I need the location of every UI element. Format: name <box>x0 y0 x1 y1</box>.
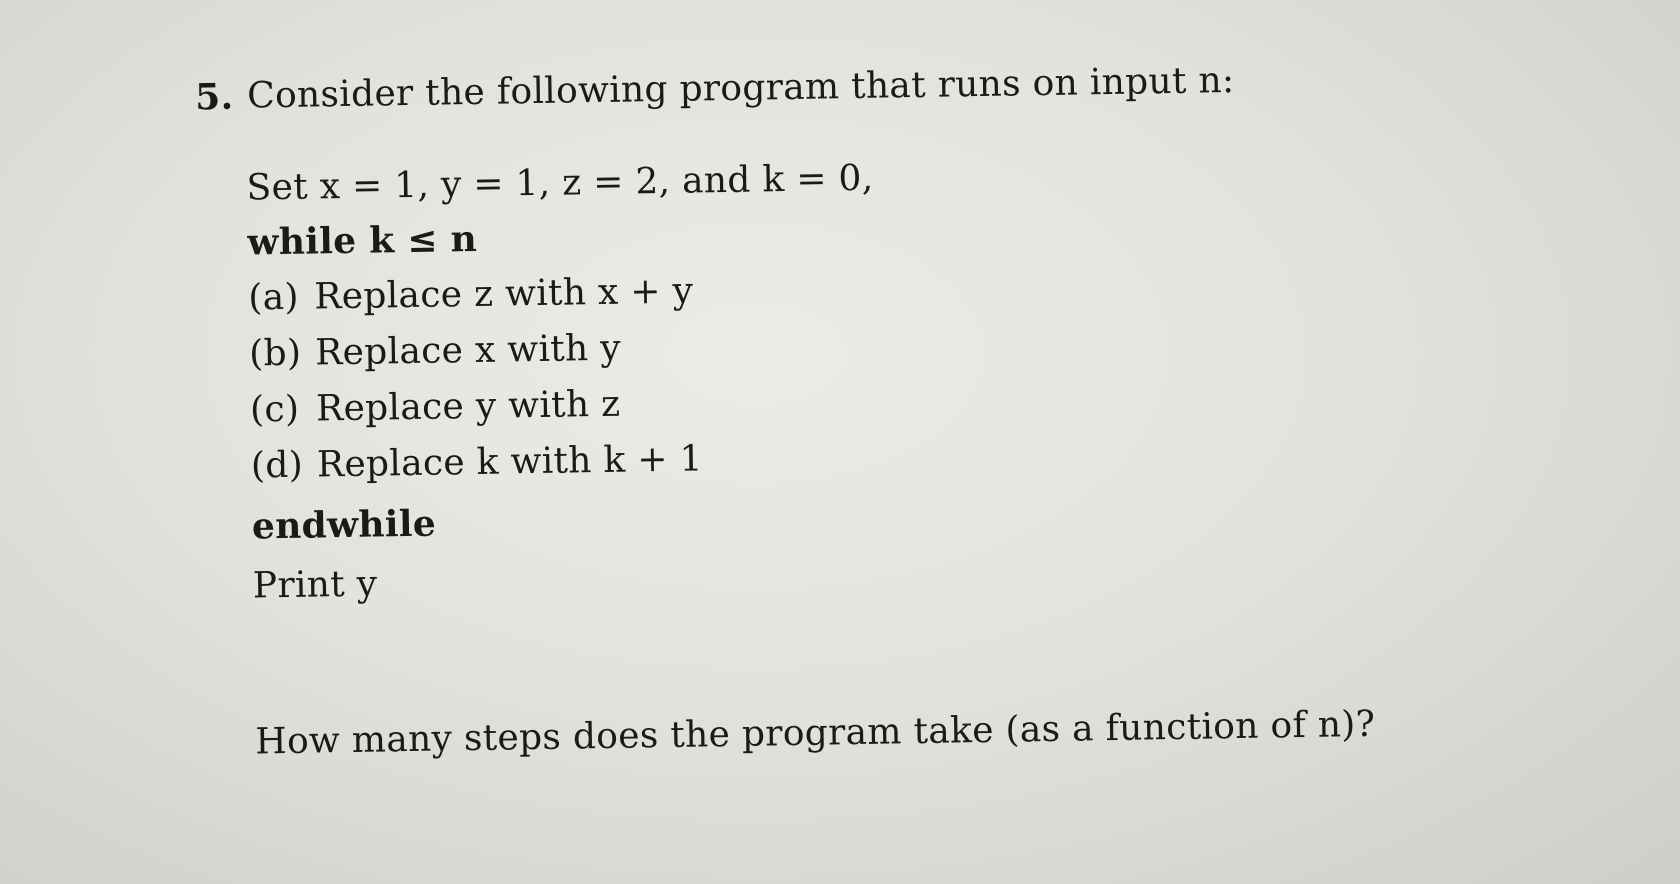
step-text: Replace y with z <box>315 383 621 430</box>
program-while-line: while k ≤ n <box>247 217 478 264</box>
program-step <box>250 384 621 431</box>
step-label: (d) <box>250 444 304 487</box>
step-label: (a) <box>248 276 300 319</box>
step-label: (b) <box>248 332 302 375</box>
program-set-line: Set x = 1, y = 1, z = 2, and k = 0, <box>246 157 874 209</box>
question-number: 5. <box>194 75 234 119</box>
step-text: Replace z with x + y <box>314 270 694 318</box>
program-endwhile-line: endwhile <box>251 502 437 548</box>
program-step <box>251 438 703 486</box>
step-label: (c) <box>249 388 300 431</box>
step-text: Replace x with y <box>314 327 622 374</box>
step-text: Replace k with k + 1 <box>316 438 704 486</box>
program-print-line: Print y <box>252 563 378 607</box>
question-prompt: How many steps does the program take (as a function of n)? <box>255 703 1376 763</box>
question-intro: Consider the following program that runs on input n: <box>246 59 1235 117</box>
program-step <box>249 328 621 375</box>
program-step <box>248 271 693 319</box>
